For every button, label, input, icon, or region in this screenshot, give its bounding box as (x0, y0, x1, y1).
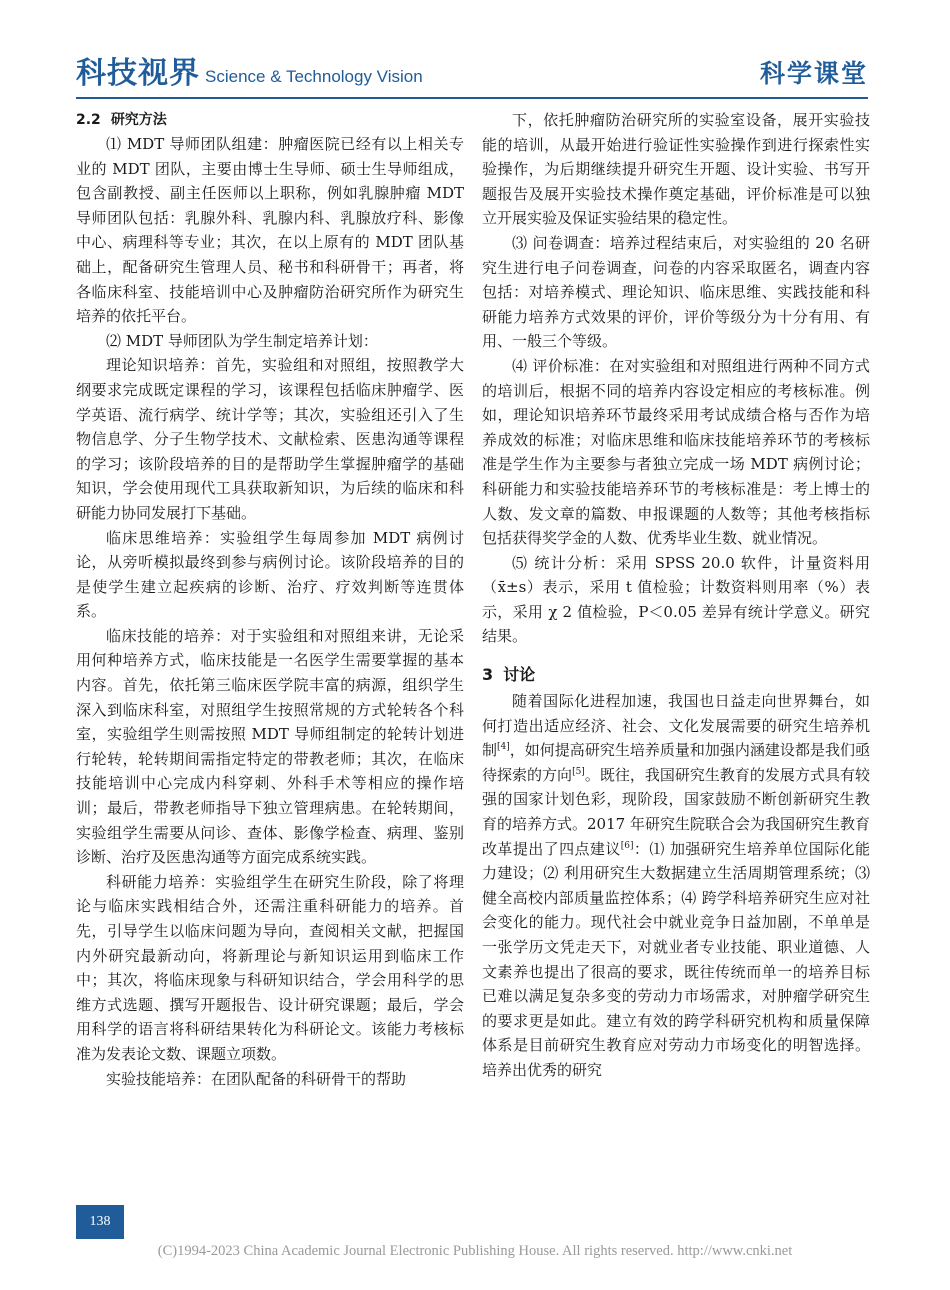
citation-6: [6] (620, 840, 634, 851)
citation-5: [5] (572, 766, 585, 777)
paragraph: ⑶ 问卷调查：培养过程结束后，对实验组的 20 名研究生进行电子问卷调查，问卷的内容采取匿名，调查内容包括：对培养模式、理论知识、临床思维、实践技能和科研能力培养方式效果的评价，评价等级分为十分有用、有用、一般三个等级。 (482, 233, 870, 351)
journal-header (0, 0, 950, 100)
citation-4: [4] (497, 742, 510, 753)
paragraph: ⑸ 统计分析：采用 SPSS 20.0 软件，计量资料用（x̄±s）表示，采用 t 值检验；计数资料则用率（%）表示，采用 χ 2 值检验，P＜0.05 差异有统计学意义。研究结果。 (482, 553, 870, 646)
text-run: ：⑴ 加强研究生培养单位国际化能力建设；⑵ 利用研究生大数据建立生活周期管理系统；⑶ 健全高校内部质量监控体系；⑷ 跨学科培养研究生应对社会变化的能力。现代社会中就业竞争日益加剧，不单单是一张学历文凭走天下，对就业者专业技能、职业道德、人文素养也提出了很高的要求，既往传统而单一的培养目标已难以满足复杂多变的劳动力市场需求，对肿瘤学研究生的要求更是如此。建立有效的跨学科研究机构和质量保障体系是目前研究生教育应对劳动力市场变化的明智选择。培养出优秀的研究 (482, 839, 870, 1079)
paragraph: 临床技能的培养：对于实验组和对照组来讲，无论采用何种培养方式，临床技能是一名医学生需要掌握的基本内容。首先，依托第三临床医学院丰富的病源，组织学生深入到临床科室，对照组学生按照常规的方式轮转各个科室，实验组学生则需按照 MDT 导师组制定的轮转计划进行轮转，轮转期间需指定特定的带教老师；其次，在临床技能培训中心完成内科穿刺、外科手术等相应的操作培训；最后，带教老师指导下独立管理病患。在轮转期间，实验组学生需要从问诊、查体、影像学检查、病理、鉴别诊断、治疗及医患沟通等方面完成系统实践。 (76, 626, 464, 867)
heading-number: 2.2 (76, 112, 101, 128)
section-heading-2-2 (76, 108, 464, 132)
section-heading-3 (482, 661, 870, 689)
paragraph: 下，依托肿瘤防治研究所的实验室设备，展开实验技能的培训，从最开始进行验证性实验操作到进行探索性实验操作，为后期继续提升研究生开题、设计实验、书写开题报告及展开实验技术操作奠定基础，评价标准是可以独立开展实验及保证实验结果的稳定性。 (482, 111, 870, 228)
heading-text: 讨论 (503, 665, 536, 685)
right-column (482, 108, 870, 1083)
paragraph: 理论知识培养：首先，实验组和对照组，按照教学大纲要求完成既定课程的学习，该课程包括临床肿瘤学、医学英语、流行病学、统计学等；其次，实验组还引入了生物信息学、分子生物学技术、文献检索、医患沟通等课程的学习；该阶段培养的目的是帮助学生掌握肿瘤学的基础知识，学会使用现代工具获取新知识，为后续的临床和科研能力协同发展打下基础。 (76, 356, 464, 522)
section-title: 科学课堂 (759, 59, 868, 88)
left-column (76, 108, 464, 1091)
page-number: 138 (76, 1205, 124, 1239)
header-divider (76, 97, 868, 99)
paragraph: ⑴ MDT 导师团队组建：肿瘤医院已经有以上相关专业的 MDT 团队，主要由博士生导师、硕士生导师组成，包含副教授、副主任医师以上职称，例如乳腺肿瘤 MDT 导师团队包括：乳腺外科、乳腺内科、乳腺放疗科、影像中心、病理科等专业；其次，在以上原有的 MDT 团队基础上，配备研究生管理人员、秘书和科研骨干；再者，将各临床科室、技能培训中心及肿瘤防治研究所作为研究生培养的依托平台。 (76, 135, 464, 326)
text-run: 。既往，我国研究生教育的发展方式具有较强的国家计划色彩，现阶段，国家鼓励不断创新研究生教育的培养方式。2017 年研究生院联合会为我国研究生教育改革提出了四点建议 (482, 765, 870, 858)
heading-number: 3 (482, 665, 494, 685)
heading-text: 研究方法 (110, 112, 167, 128)
discussion-paragraph (482, 689, 870, 1083)
paragraph: 实验技能培养：在团队配备的科研骨干的帮助 (106, 1069, 407, 1088)
paragraph: 临床思维培养：实验组学生每周参加 MDT 病例讨论，从旁听模拟最终到参与病例讨论。该阶段培养的目的是使学生建立起疾病的诊断、治疗、疗效判断等连贯体系。 (76, 528, 464, 621)
text-run: ，如何提高研究生培养质量和加强内涵建设都是我们亟待探索的方向 (482, 741, 870, 784)
copyright-footer: (C)1994-2023 China Academic Journal Electronic Publishing House. All rights reserved. http://www.cnki.net (157, 1243, 793, 1259)
paragraph: ⑷ 评价标准：在对实验组和对照组进行两种不同方式的培训后，根据不同的培养内容设定相应的考核标准。例如，理论知识培养环节最终采用考试成绩合格与否作为培养成效的标准；对临床思维和临床技能培养环节的考核标准是学生作为主要参与者独立完成一场 MDT 病例讨论；科研能力和实验技能培养环节的考核标准是：考上博士的人数、发文章的篇数、申报课题的人数等；其他考核指标包括获得奖学金的人数、优秀毕业生数、就业情况。 (482, 356, 870, 548)
paragraph: 科研能力培养：实验组学生在研究生阶段，除了将理论与临床实践相结合外，还需注重科研能力的培养。首先，引导学生以临床问题为导向，查阅相关文献，把握国内外研究最新动向，将新理论与新知识运用到临床工作中；其次，将临床现象与科研知识结合，学会用科学的思维方式选题、撰写开题报告、设计研究课题；最后，学会用科学的语言将科研结果转化为科研论文。该能力考核标准为发表论文数、课题立项数。 (76, 872, 464, 1063)
journal-logo-chinese: 科技视界 (76, 56, 200, 91)
text-run: 随着国际化进程加速，我国也日益走向世界舞台，如何打造出适应经济、社会、文化发展需要的研究生培养机制 (482, 692, 870, 760)
paragraph: ⑵ MDT 导师团队为学生制定培养计划： (106, 331, 378, 350)
journal-logo-english: Science & Technology Vision (205, 67, 423, 86)
